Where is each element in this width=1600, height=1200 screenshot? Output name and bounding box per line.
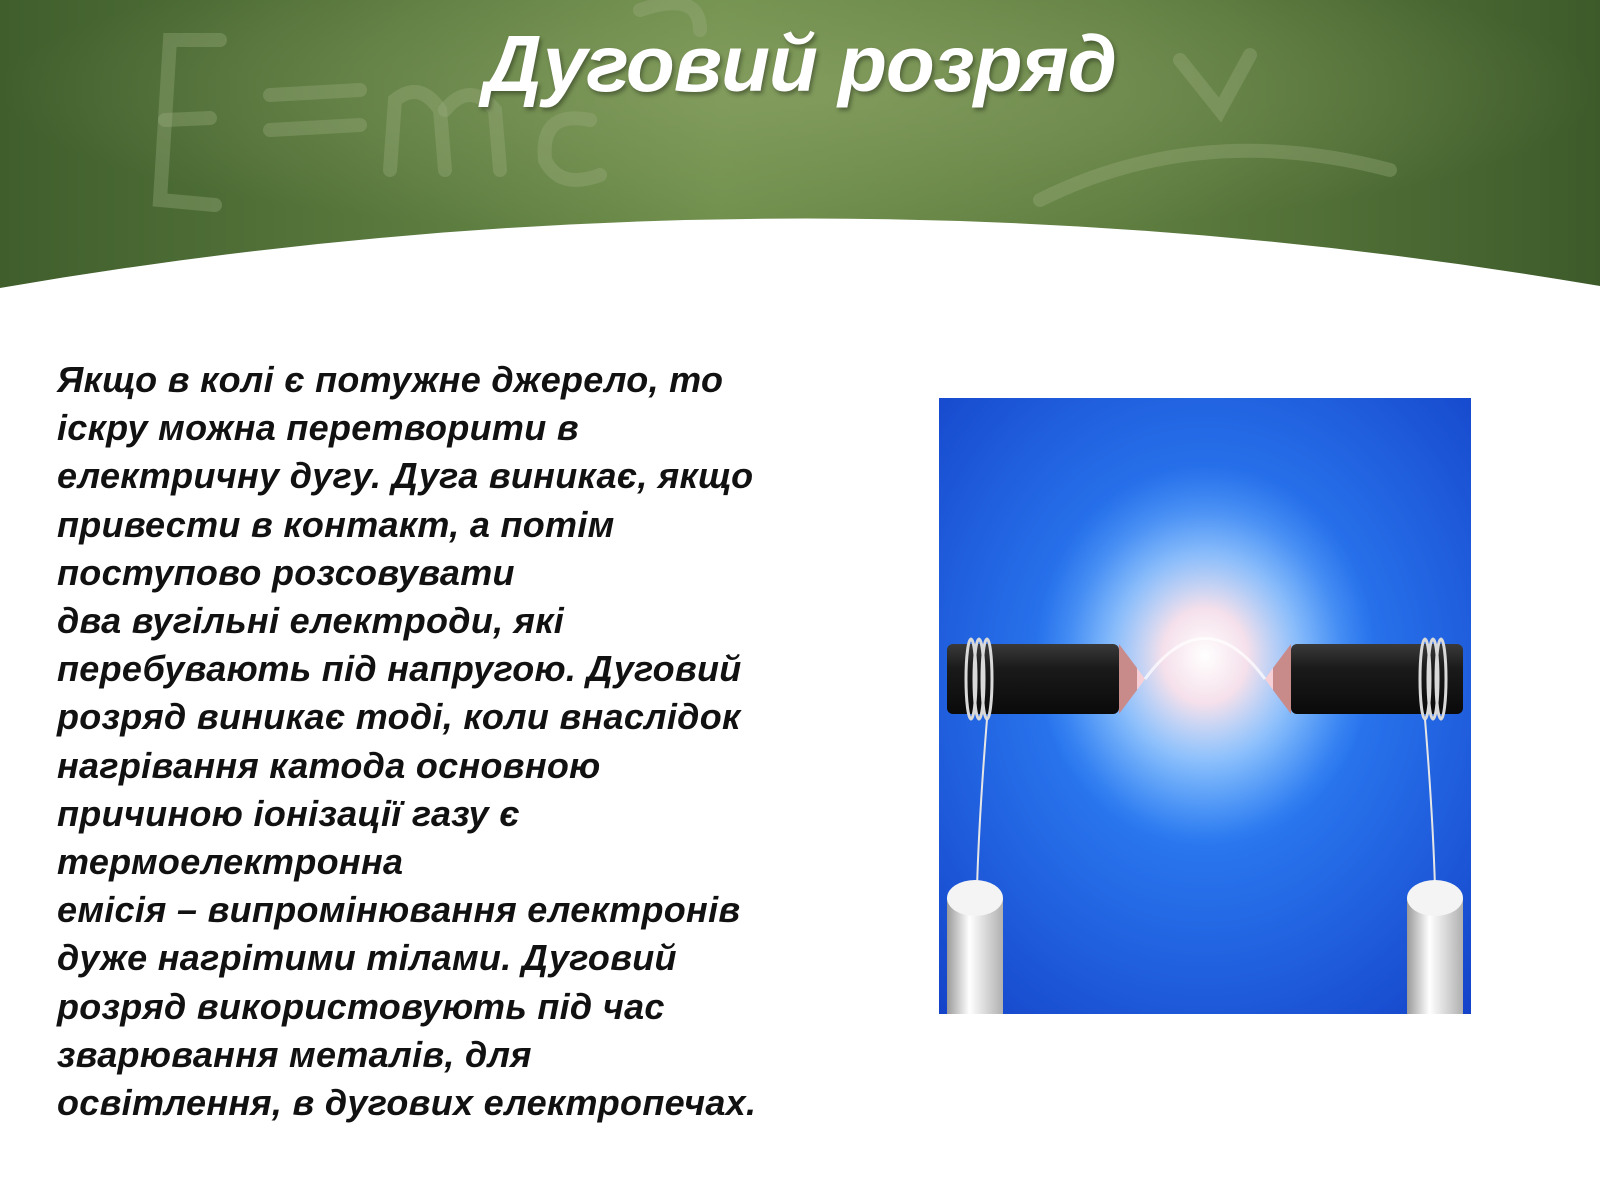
body-line: перебувають під напругою. Дуговий: [57, 648, 742, 690]
right-support-post: [1407, 880, 1463, 1014]
body-line: освітлення, в дугових електропечах.: [57, 1082, 757, 1124]
body-line: емісія – випромінювання електронів: [57, 889, 741, 931]
body-line: іскру можна перетворити в: [57, 407, 579, 449]
left-support-post: [947, 880, 1003, 1014]
electric-arc-illustration: [939, 398, 1471, 1014]
body-line: причиною іонізації газу є: [57, 792, 520, 834]
body-line: електричну дугу. Дуга виникає, якщо: [57, 455, 754, 497]
body-line: зварювання металів, для: [57, 1033, 532, 1075]
body-line: розряд виникає тоді, коли внаслідок: [57, 696, 741, 738]
body-line: поступово розсовувати: [57, 551, 515, 593]
body-line: розряд використовують під час: [57, 985, 665, 1027]
body-line: дуже нагрітими тілами. Дуговий: [57, 937, 677, 979]
body-line: два вугільні електроди, які: [57, 600, 565, 642]
body-line: нагрівання катода основною: [57, 744, 601, 786]
slide-body-text: [57, 356, 877, 1127]
header-banner: [0, 0, 1600, 300]
body-line: термоелектронна: [57, 841, 404, 883]
body-line: Якщо в колі є потужне джерело, то: [57, 359, 724, 400]
slide-title: Дуговий розряд: [483, 19, 1117, 108]
body-line: привести в контакт, а потім: [57, 503, 615, 545]
